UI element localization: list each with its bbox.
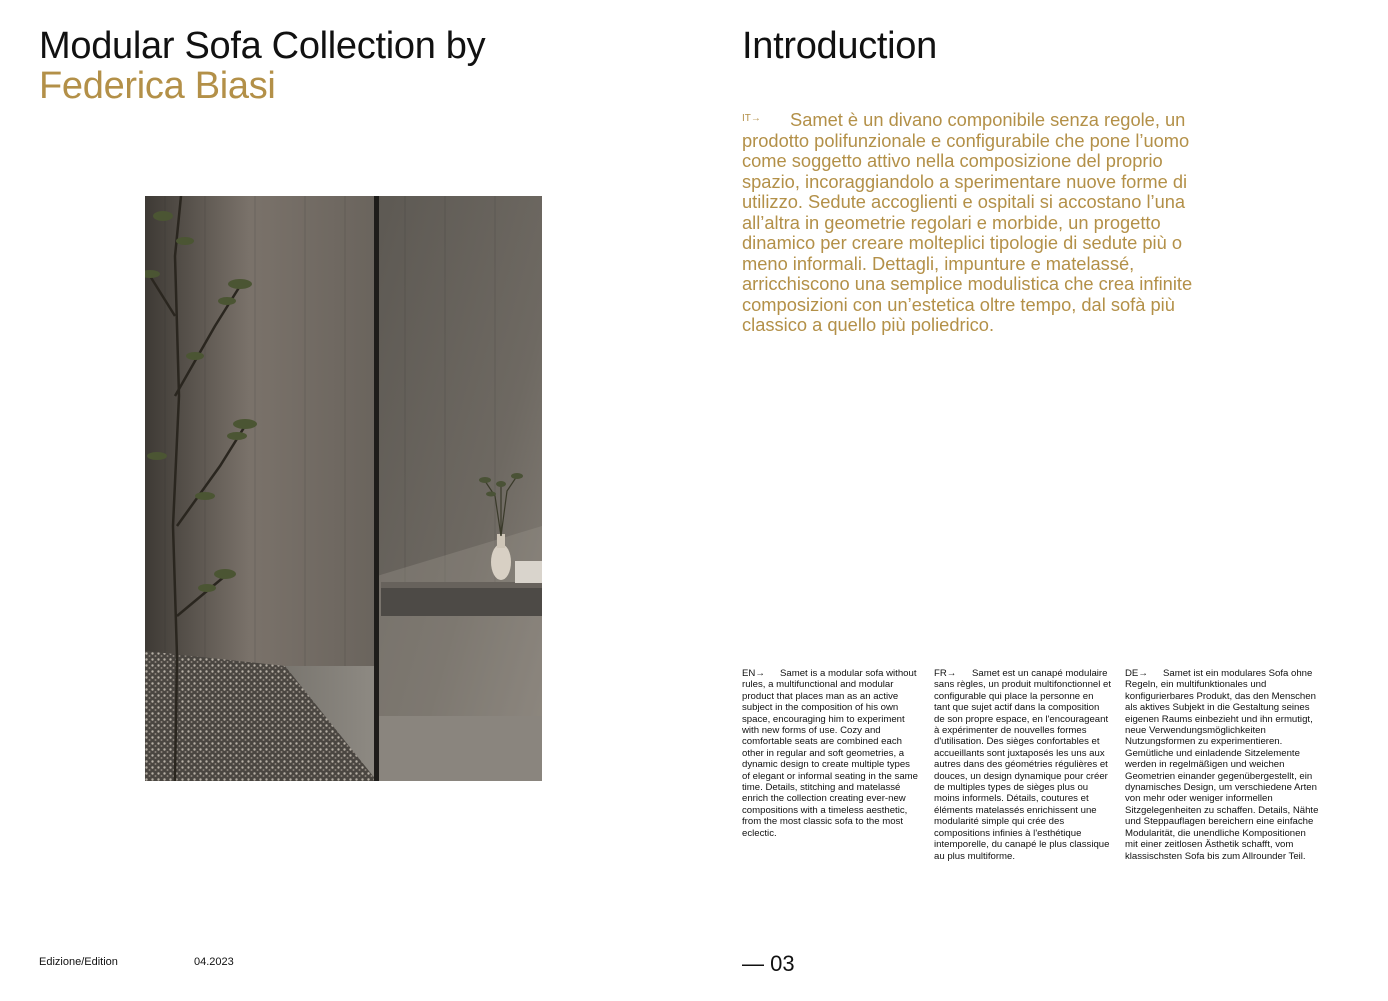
- language-label-de: DE→: [1125, 668, 1148, 679]
- language-label-it: IT→: [742, 113, 761, 124]
- language-label-fr: FR→: [934, 668, 957, 679]
- italian-introduction: [742, 110, 1197, 336]
- english-text: Samet is a modular sofa without rules, a multifunctional and modular product that places man as an active subject in the composition of his own space, encouraging him to experiment with new forms of use. Cozy and comfortable seats are combined each other in regular and soft geometries, a dynamic design to create multiple types of elegant or informal seating in the same time. Details, stitching and matelassé enrich the collection creating ever-new compositions with a timeless aesthetic, from the most classic sofa to the most eclectic.: [742, 668, 918, 839]
- interior-photo: [145, 196, 542, 781]
- footer-edition-date: 04.2023: [194, 956, 234, 968]
- french-text: Samet est un canapé modulaire sans règles, un produit multifonctionnel et configurable qui place la personne en tant que sujet actif dans la composition de son propre espace, en l'encourageant à expérimenter de nouvelles formes d'utilisation. Des sièges confortables et accueillants sont juxtaposés les uns aux autres dans des géométries régulières et douces, un design dynamique pour créer de multiples types de sièges plus ou moins informels. Détails, coutures et éléments matelassés enrichissent une modularité simple qui crée des compositions infinies à l'esthétique intemporelle, du canapé le plus classique au plus multiforme.: [934, 668, 1112, 862]
- language-label-en: EN→: [742, 668, 765, 679]
- german-introduction: [1125, 668, 1321, 862]
- title-designer-name: Federica Biasi: [39, 65, 276, 107]
- page-number: — 03: [742, 951, 795, 976]
- german-text: Samet ist ein modulares Sofa ohne Regeln, ein multifunktionales und konfigurierbares Produkt, das den Menschen als aktives Subjekt in die Gestaltung seines eigenen Raums einbezieht und ihn ermutigt, neue Verwendungsmöglichkeiten Nutzungsformen zu experimentieren. Gemütliche und einladende Sitzelemente werden in regelmäßigen und weichen Geometrien einander gegenübergestellt, ein dynamisches Design, um verschiedene Arten von mehr oder weniger informellen Sitzgelegenheiten zu schaffen. Details, Nähte und Steppauflagen bereichern eine einfache Modularität, die unendliche Kompositionen mit einer zeitlosen Ästhetik schafft, vom klassischsten Sofa bis zum Allrounder Teil.: [1125, 668, 1319, 862]
- italian-text: Samet è un divano componibile senza regole, un prodotto polifunzionale e configurabile che pone l’uomo come soggetto attivo nella composizione del proprio spazio, incoraggiandolo a sperimentare nuove forme di utilizzo. Sedute accoglienti e ospitali si accostano l’una all’altra in geometrie regolari e morbide, un progetto dinamico per creare molteplici tipologie di sedute più o meno informali. Dettagli, impunture e matelassé, arricchiscono una semplice modulistica che crea infinite composizioni con un’estetica oltre tempo, dal sofà più classico a quello più poliedrico.: [742, 109, 1193, 335]
- french-introduction: [934, 668, 1112, 862]
- title-line-1: Modular Sofa Collection by: [39, 25, 486, 67]
- page-title: [39, 26, 485, 106]
- english-introduction: [742, 668, 920, 839]
- footer-edition-label: Edizione/Edition: [39, 956, 118, 968]
- introduction-heading: Introduction: [742, 25, 937, 67]
